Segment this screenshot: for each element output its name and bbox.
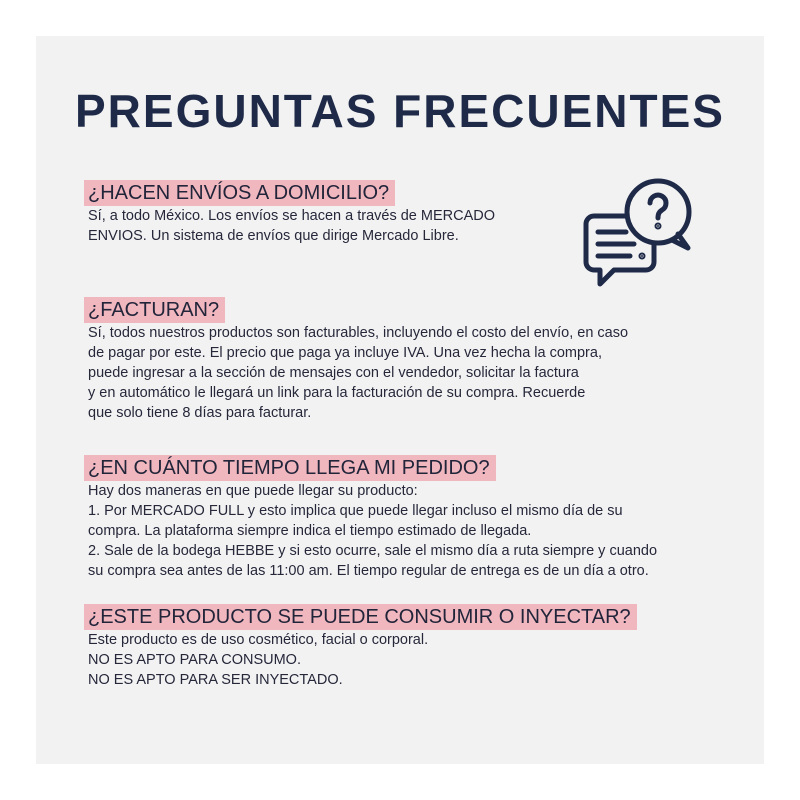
faq-answer-line: que solo tiene 8 días para facturar. [88, 405, 312, 421]
faq-answer-line: NO ES APTO PARA CONSUMO. [88, 652, 301, 668]
chat-question-icon [582, 176, 698, 288]
faq-answer-line: Sí, a todo México. Los envíos se hacen a través de MERCADO [88, 208, 495, 224]
faq-answer-line: 1. Por MERCADO FULL y esto implica que puede llegar incluso el mismo día de su [88, 503, 623, 519]
faq-answer-line: Este producto es de uso cosmético, facial o corporal. [88, 632, 429, 648]
faq-answer-line: y en automático le llegará un link para la facturación de su compra. Recuerde [88, 385, 586, 401]
faq-item-delivery-time [84, 455, 657, 581]
faq-question: ¿FACTURAN? [84, 297, 225, 323]
faq-answer-line: puede ingresar a la sección de mensajes con el vendedor, solicitar la factura [88, 365, 579, 381]
faq-answer-line: de pagar por este. El precio que paga ya incluye IVA. Una vez hecha la compra, [88, 345, 602, 361]
faq-answer-line: Sí, todos nuestros productos son facturables, incluyendo el costo del envío, en caso [88, 325, 629, 341]
faq-answer-line: compra. La plataforma siempre indica el tiempo estimado de llegada. [88, 523, 532, 539]
faq-answer-line: Hay dos maneras en que puede llegar su producto: [88, 483, 418, 499]
page-title: PREGUNTAS FRECUENTES [75, 85, 725, 137]
faq-answer-line: su compra sea antes de las 11:00 am. El tiempo regular de entrega es de un día a otro. [88, 563, 649, 579]
faq-question: ¿HACEN ENVÍOS A DOMICILIO? [84, 180, 395, 206]
faq-question: ¿ESTE PRODUCTO SE PUEDE CONSUMIR O INYECTAR? [84, 604, 637, 630]
faq-item-usage [84, 604, 637, 690]
faq-item-invoicing [84, 297, 628, 423]
faq-item-shipping [84, 180, 495, 246]
faq-answer-line: ENVIOS. Un sistema de envíos que dirige Mercado Libre. [88, 228, 459, 244]
faq-question: ¿EN CUÁNTO TIEMPO LLEGA MI PEDIDO? [84, 455, 496, 481]
faq-answer-line: NO ES APTO PARA SER INYECTADO. [88, 672, 343, 688]
faq-answer-line: 2. Sale de la bodega HEBBE y si esto ocurre, sale el mismo día a ruta siempre y cuando [88, 543, 658, 559]
